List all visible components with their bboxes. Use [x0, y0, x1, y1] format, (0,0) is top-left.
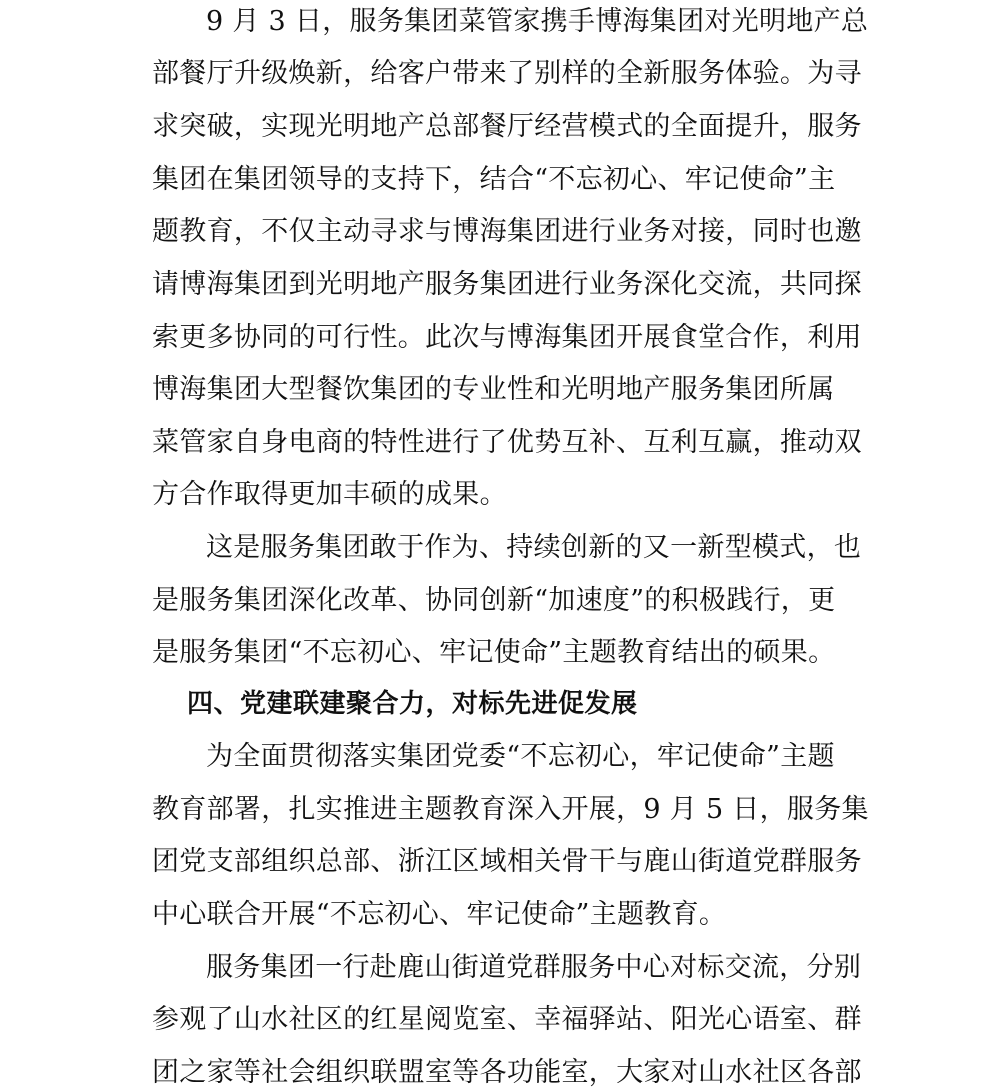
paragraph-line: 9 月 3 日，服务集团菜管家携手博海集团对光明地产总 [206, 6, 869, 37]
paragraph-line: 团之家等社会组织联盟室等各功能室，大家对山水社区各部 [152, 1057, 862, 1088]
paragraph-line: 菜管家自身电商的特性进行了优势互补、互利互赢，推动双 [152, 427, 862, 458]
paragraph-line: 服务集团一行赴鹿山街道党群服务中心对标交流，分别 [206, 952, 862, 983]
paragraph-line: 团党支部组织总部、浙江区域相关骨干与鹿山街道党群服务 [152, 846, 862, 877]
paragraph-line: 教育部署，扎实推进主题教育深入开展，9 月 5 日，服务集 [152, 794, 869, 825]
paragraph-line: 请博海集团到光明地产服务集团进行业务深化交流，共同探 [152, 269, 862, 300]
paragraph-line: 集团在集团领导的支持下，结合“不忘初心、牢记使命”主 [152, 164, 836, 195]
section-heading: 四、党建联建聚合力，对标先进促发展 [187, 689, 638, 719]
paragraph-line: 是服务集团“不忘初心、牢记使命”主题教育结出的硕果。 [152, 637, 836, 668]
paragraph-line: 这是服务集团敢于作为、持续创新的又一新型模式，也 [206, 532, 862, 563]
paragraph-line: 为全面贯彻落实集团党委“不忘初心，牢记使命”主题 [206, 741, 835, 772]
paragraph-line: 中心联合开展“不忘初心、牢记使命”主题教育。 [152, 899, 727, 930]
paragraph-line: 部餐厅升级焕新，给客户带来了别样的全新服务体验。为寻 [152, 58, 862, 89]
paragraph-line: 是服务集团深化改革、协同创新“加速度”的积极践行，更 [152, 585, 836, 616]
paragraph-line: 求突破，实现光明地产总部餐厅经营模式的全面提升，服务 [152, 111, 862, 142]
paragraph-line: 方合作取得更加丰硕的成果。 [152, 479, 507, 510]
paragraph-line: 索更多协同的可行性。此次与博海集团开展食堂合作，利用 [152, 322, 862, 353]
paragraph-line: 参观了山水社区的红星阅览室、幸福驿站、阳光心语室、群 [152, 1004, 862, 1035]
paragraph-line: 题教育，不仅主动寻求与博海集团进行业务对接，同时也邀 [152, 216, 862, 247]
paragraph-line: 博海集团大型餐饮集团的专业性和光明地产服务集团所属 [152, 374, 835, 405]
